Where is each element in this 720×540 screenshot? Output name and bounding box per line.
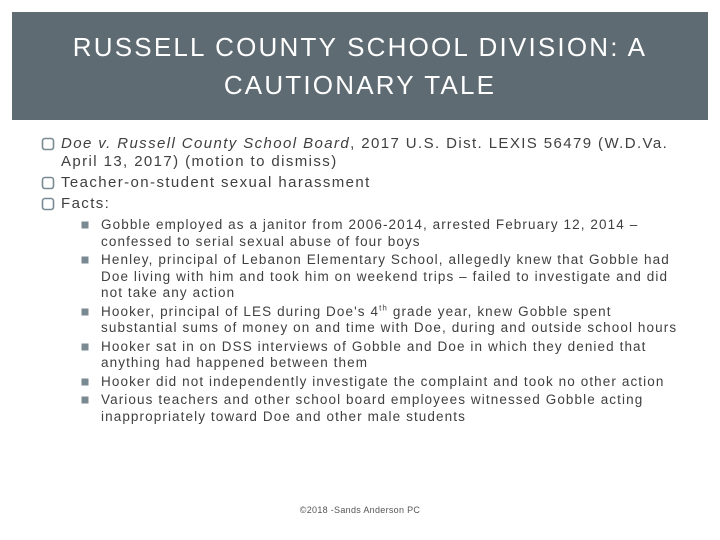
bullet-topic [40,174,690,192]
fact-text: Hooker did not independently investigate the complaint and took no other action [101,373,665,389]
fact-item [79,392,690,425]
fact-item [79,217,690,250]
case-name: Doe v. Russell County School Board [61,135,351,152]
bullet-facts [40,195,690,425]
fact-text: Various teachers and other school board employees witnessed Gobble acting inappropriately toward Doe and other male students [101,392,644,424]
fact-item [79,304,690,337]
slide-title [73,28,647,104]
facts-list [61,217,690,425]
fact-ordinal-suffix: th [379,303,388,312]
title-band [12,12,708,120]
slide-content [40,135,690,428]
filled-square-bullet-icon [81,343,89,351]
case-citation: , 2017 U.S. Dist. LEXIS 56479 (W.D.Va. April 13, 2017) (motion to dismiss) [61,135,669,170]
fact-text: Gobble employed as a janitor from 2006-2014, arrested February 12, 2014 – confessed to serial sexual abuse of four boys [101,217,639,249]
slide-title-line2: CAUTIONARY TALE [223,70,497,100]
footer-copyright: ©2018 -Sands Anderson PC [299,505,421,515]
fact-text-after: grade year, knew Gobble spent substantial sums of money on and time with Doe, during and outside school hours [101,303,678,335]
filled-square-bullet-icon [81,256,89,264]
open-square-bullet-icon [41,137,55,151]
bullet-case-citation [40,135,690,171]
topic-text: Teacher-on-student sexual harassment [61,174,371,191]
filled-square-bullet-icon [81,308,89,316]
open-square-bullet-icon [41,197,55,211]
fact-text: Henley, principal of Lebanon Elementary School, allegedly knew that Gobble had Doe living with him and took him on weekend trips – failed to investigate and did not take any action [101,252,670,300]
fact-item [79,252,690,302]
filled-square-bullet-icon [81,396,89,404]
open-square-bullet-icon [41,176,55,190]
filled-square-bullet-icon [81,221,89,229]
fact-item [79,339,690,372]
facts-label: Facts: [61,195,111,212]
fact-item [79,374,690,391]
slide-title-line1: RUSSELL COUNTY SCHOOL DIVISION: A [72,32,648,62]
fact-text-before: Hooker, principal of LES during Doe's 4 [101,303,380,319]
filled-square-bullet-icon [81,378,89,386]
fact-text: Hooker sat in on DSS interviews of Gobble and Doe in which they denied that anything had happened between them [101,338,647,370]
